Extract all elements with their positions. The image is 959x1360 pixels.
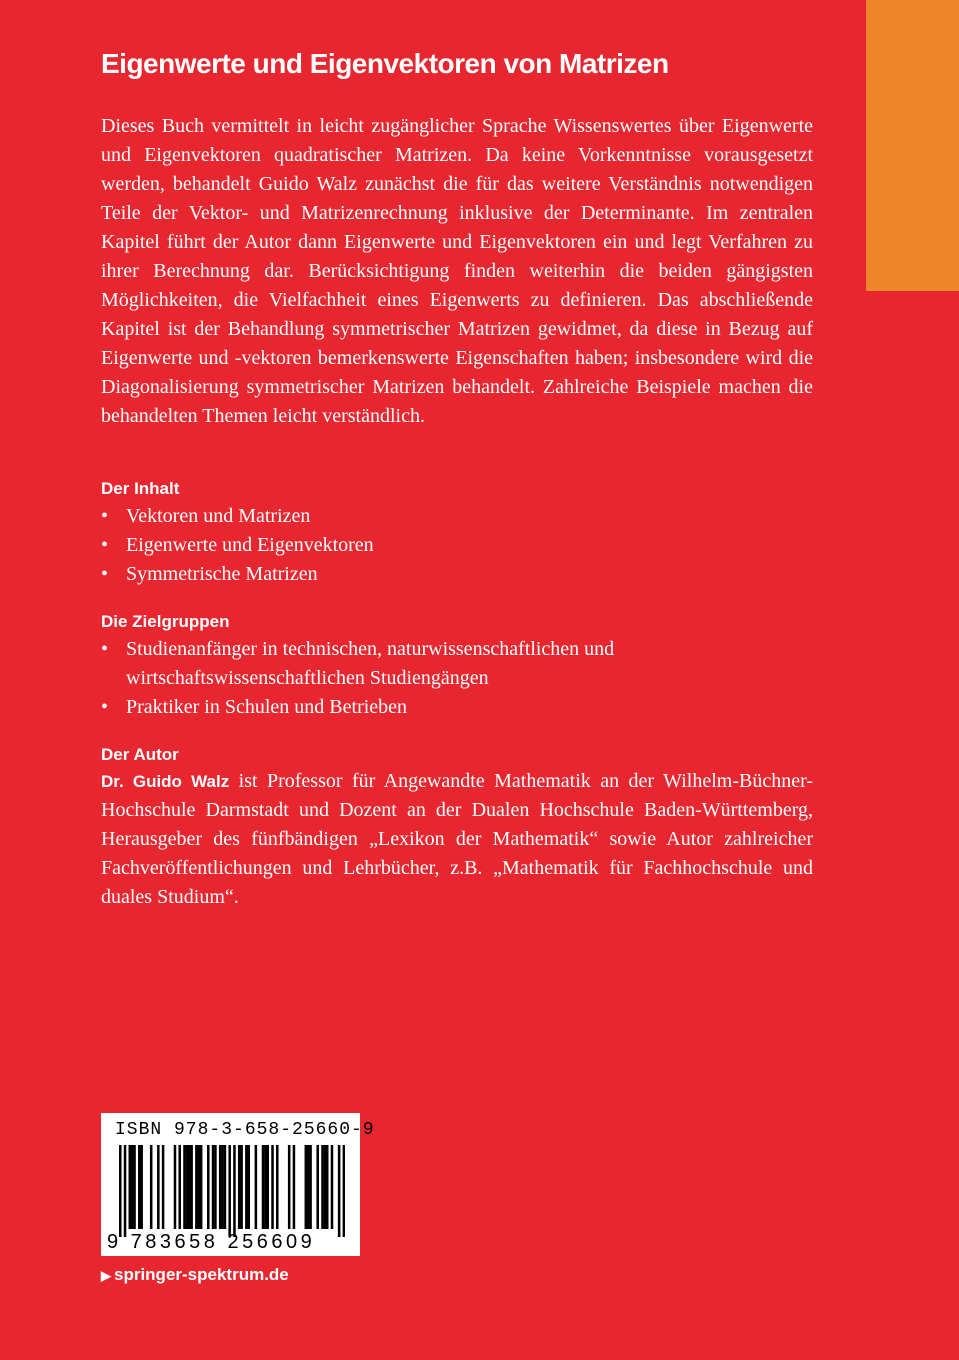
barcode-bar xyxy=(138,1145,141,1229)
barcode-bar xyxy=(131,1145,134,1229)
barcode-bar xyxy=(324,1145,327,1229)
barcode-bar xyxy=(124,1145,127,1237)
barcode-bar xyxy=(190,1145,193,1229)
barcode-bar xyxy=(183,1145,186,1229)
barcode-bar xyxy=(309,1145,312,1229)
play-arrow-icon: ▶ xyxy=(101,1268,111,1283)
barcode-bar xyxy=(178,1145,181,1229)
book-title: Eigenwerte und Eigenvektoren von Matrizen xyxy=(101,48,669,79)
barcode-bar xyxy=(247,1145,250,1229)
list-item: • Vektoren und Matrizen xyxy=(101,502,821,531)
author-heading: Der Autor xyxy=(101,745,179,764)
barcode-bar xyxy=(343,1145,345,1237)
barcode-bar xyxy=(140,1145,143,1229)
barcode-bar xyxy=(188,1145,191,1229)
barcode-bar xyxy=(221,1145,224,1229)
barcode-bar xyxy=(293,1145,296,1229)
audience-list xyxy=(101,635,661,722)
barcode-bar xyxy=(129,1145,132,1229)
barcode-bar xyxy=(326,1145,329,1229)
barcode-bar xyxy=(288,1145,291,1229)
list-item: • Eigenwerte und Eigenvektoren xyxy=(101,531,821,560)
publisher-website xyxy=(101,1264,289,1287)
barcode-bar xyxy=(200,1145,203,1229)
barcode-bar xyxy=(264,1145,267,1229)
barcode-bar xyxy=(162,1145,165,1229)
bullet-icon: • xyxy=(101,696,109,718)
barcode-bar xyxy=(276,1145,279,1229)
author-name: Dr. Guido Walz xyxy=(101,772,230,791)
barcode-bar xyxy=(338,1145,341,1237)
barcode-bar xyxy=(219,1145,222,1229)
barcode-bars xyxy=(119,1145,345,1237)
barcode-bar xyxy=(214,1145,217,1229)
orange-accent-tab xyxy=(866,0,959,291)
barcode-bar xyxy=(233,1145,236,1237)
list-item: • Praktiker in Schulen und Betrieben xyxy=(101,693,661,722)
barcode-bar xyxy=(238,1145,241,1229)
bullet-icon: • xyxy=(101,563,109,585)
isbn-label: ISBN 978-3-658-25660-9 xyxy=(115,1120,375,1140)
barcode-bar xyxy=(186,1145,189,1229)
ean-number: 9 783658 256609 xyxy=(107,1231,316,1253)
barcode-bar xyxy=(316,1145,319,1229)
contents-list xyxy=(101,502,821,589)
barcode-bar xyxy=(271,1145,274,1229)
barcode-bar xyxy=(240,1145,243,1229)
barcode-bar xyxy=(195,1145,198,1229)
barcode-bar xyxy=(262,1145,265,1229)
list-item: • Symmetrische Matrizen xyxy=(101,560,821,589)
isbn-barcode xyxy=(101,1113,375,1256)
audience-heading: Die Zielgruppen xyxy=(101,612,230,631)
bullet-icon: • xyxy=(101,505,109,527)
barcode-bar xyxy=(174,1145,177,1229)
barcode-bar xyxy=(331,1145,334,1229)
barcode-bar xyxy=(119,1145,122,1237)
barcode-bar xyxy=(245,1145,248,1229)
barcode-bar xyxy=(133,1145,136,1229)
contents-heading: Der Inhalt xyxy=(101,479,180,498)
barcode-bar xyxy=(255,1145,258,1229)
barcode-bar xyxy=(228,1145,231,1237)
barcode-bar xyxy=(207,1145,210,1229)
bullet-icon: • xyxy=(101,638,109,660)
barcode-bar xyxy=(266,1145,269,1229)
barcode-bar xyxy=(321,1145,324,1229)
barcode-bar xyxy=(305,1145,308,1229)
website-url: springer-spektrum.de xyxy=(114,1265,289,1284)
barcode-bar xyxy=(212,1145,215,1229)
barcode-bar xyxy=(157,1145,160,1229)
barcode-bar xyxy=(307,1145,310,1229)
author-bio-text: ist Professor für Angewandte Mathematik an der Wilhelm-Büchner-Hochschule Darmstadt und Dozent an der Dualen Hochschule Baden-Württemberg, Herausgeber des fünfbändigen „Lexikon der Mathematik“ sowie Autor zahlreicher Fachveröffentlichungen und Lehrbücher, z.B. „Mathematik für Fachhochschule und duales Studium“. xyxy=(101,770,813,908)
author-bio xyxy=(101,767,813,912)
barcode-bar xyxy=(150,1145,153,1229)
barcode-bar xyxy=(198,1145,201,1229)
bullet-icon: • xyxy=(101,534,109,556)
book-description: Dieses Buch vermittelt in leicht zugänglicher Sprache Wissenswertes über Eigenwerte und Eigenvektoren quadratischer Matrizen. Da keine Vorkenntnisse vorausgesetzt werden, behandelt Guido Walz zunächst die für das weitere Verständnis notwendigen Teile der Vektor- und Matrizenrechnung inklusive der Determinante. Im zentralen Kapitel führt der Autor dann Eigenwerte und Eigenvektoren ein und legt Verfahren zu ihrer Berechnung dar. Berücksichtigung finden weiterhin die beiden gängigsten Möglichkeiten, die Vielfachheit eines Eigenwerts zu definieren. Das abschließende Kapitel ist der Behandlung symmetrischer Matrizen gewidmet, da diese in Bezug auf Eigenwerte und -vektoren bemerkenswerte Eigenschaften haben; insbesondere wird die Diagonalisierung symmetrischer Matrizen behandelt. Zahlreiche Beispiele machen die behandelten Themen leicht verständlich. xyxy=(101,115,813,427)
list-item: • Studienanfänger in technischen, naturwissenschaftlichen und wirtschaftswissenschaftlichen Studiengängen xyxy=(101,635,661,693)
barcode-bar xyxy=(224,1145,227,1229)
